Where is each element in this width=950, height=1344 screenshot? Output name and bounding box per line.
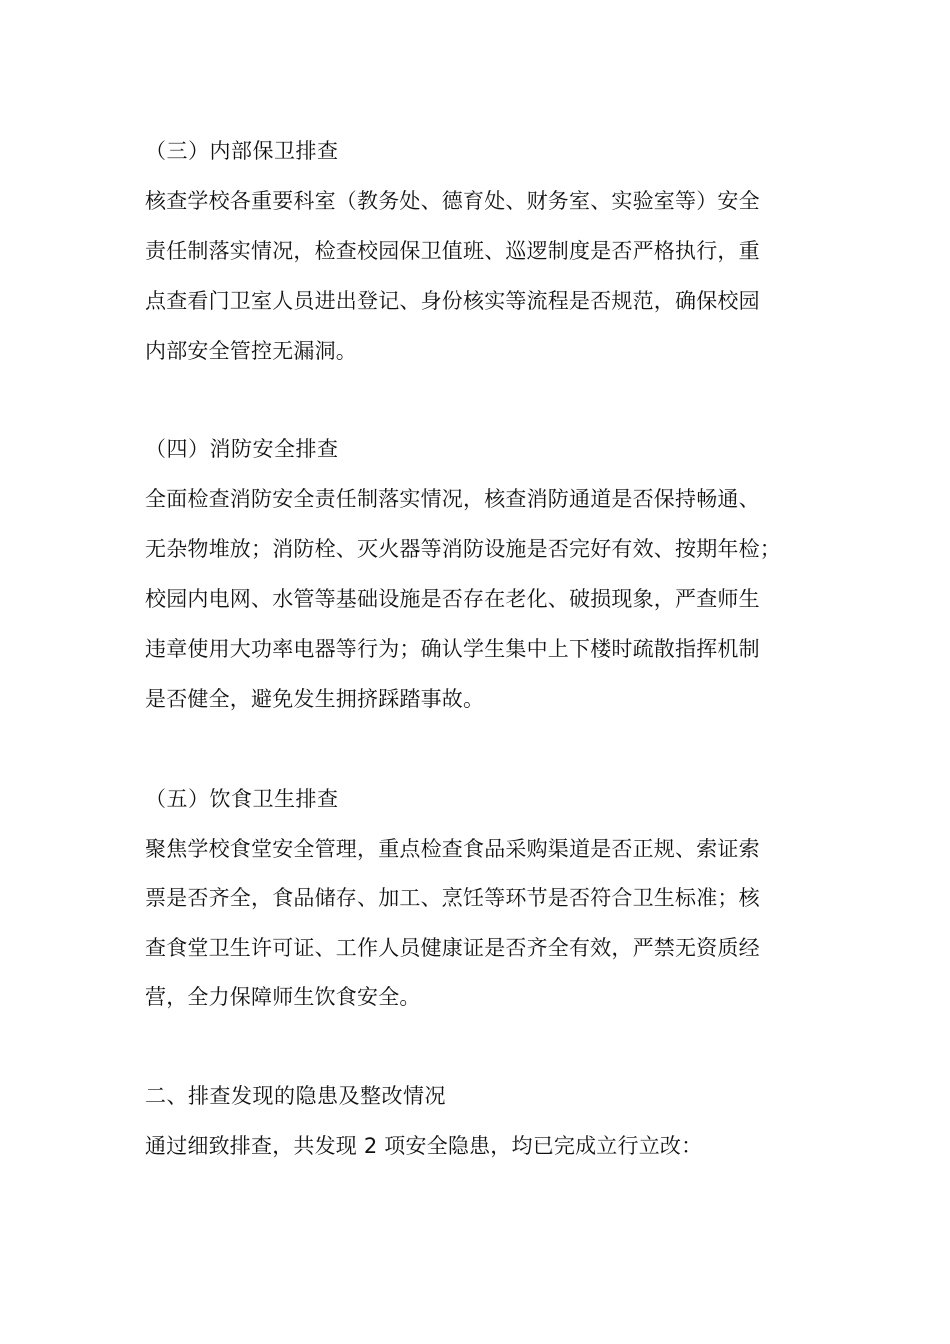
paragraph-line: 内部安全管控无漏洞。 xyxy=(145,339,357,363)
paragraph-line: 聚焦学校食堂安全管理，重点检查食品采购渠道是否正规、索证索 xyxy=(145,837,760,861)
paragraph-line: 全面检查消防安全责任制落实情况，核查消防通道是否保持畅通、 xyxy=(145,487,760,511)
paragraph-line: 责任制落实情况，检查校园保卫值班、巡逻制度是否严格执行，重 xyxy=(145,239,760,263)
section-heading: （三）内部保卫排查 xyxy=(145,139,339,163)
section-heading: （四）消防安全排查 xyxy=(145,437,339,461)
paragraph-line: 校园内电网、水管等基础设施是否存在老化、破损现象，严查师生 xyxy=(145,587,760,611)
section-heading: （五）饮食卫生排查 xyxy=(145,787,339,811)
section-heading: 二、排查发现的隐患及整改情况 xyxy=(145,1084,446,1108)
paragraph-line: 票是否齐全，食品储存、加工、烹饪等环节是否符合卫生标准；核 xyxy=(145,886,760,910)
paragraph-line: 是否健全，避免发生拥挤踩踏事故。 xyxy=(145,687,485,711)
paragraph-line: 核查学校各重要科室（教务处、德育处、财务室、实验室等）安全 xyxy=(145,189,760,213)
paragraph-line: 点查看门卫室人员进出登记、身份核实等流程是否规范，确保校园 xyxy=(145,289,760,313)
paragraph-line: 通过细致排查，共发现 2 项安全隐患，均已完成立行立改： xyxy=(145,1134,703,1158)
paragraph-line: 营，全力保障师生饮食安全。 xyxy=(145,985,421,1009)
paragraph-line: 违章使用大功率电器等行为；确认学生集中上下楼时疏散指挥机制 xyxy=(145,637,760,661)
paragraph-line: 无杂物堆放；消防栓、灭火器等消防设施是否完好有效、按期年检； xyxy=(145,537,781,561)
paragraph-line: 查食堂卫生许可证、工作人员健康证是否齐全有效，严禁无资质经 xyxy=(145,936,760,960)
